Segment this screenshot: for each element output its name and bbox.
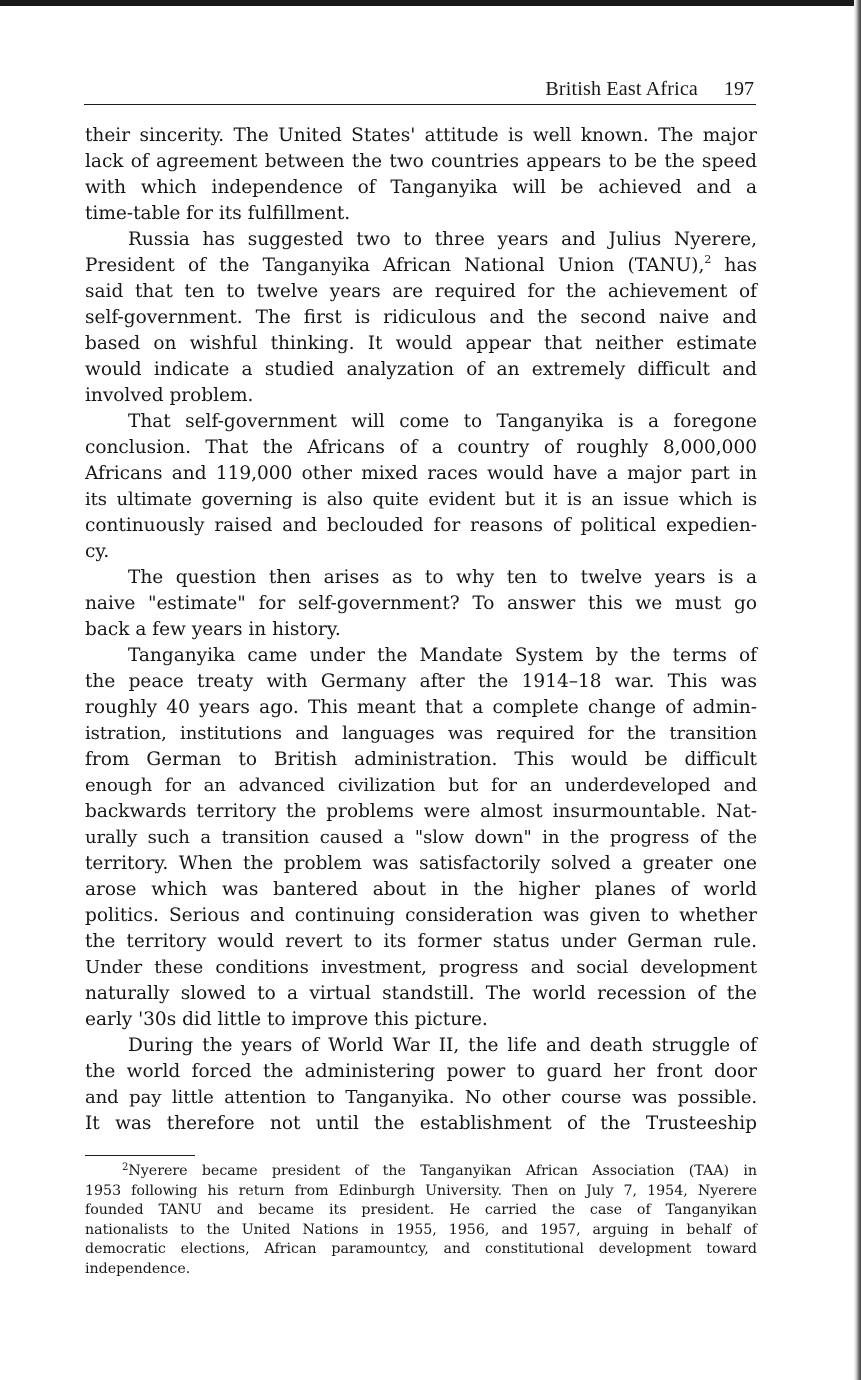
- body-line: involved problem.: [85, 385, 254, 406]
- body-line: back a few years in history.: [85, 619, 341, 640]
- body-line: Tanganyika came under the Mandate System by the terms of: [128, 645, 757, 666]
- body-line: continuously raised and beclouded for reasons of political expedien-: [85, 515, 757, 536]
- body-line: with which independence of Tanganyika will be achieved and a: [85, 177, 757, 198]
- body-line: naturally slowed to a virtual standstill. The world recession of the: [85, 983, 757, 1004]
- page-binding-edge: [854, 0, 861, 1380]
- body-text: [85, 123, 757, 1137]
- body-line: During the years of World War II, the life and death struggle of: [128, 1035, 757, 1056]
- footnote-line: [85, 1162, 757, 1182]
- footnote: [85, 1162, 757, 1280]
- body-line-text: President of the Tanganyika African National Union (TANU),: [85, 255, 705, 276]
- page-top-edge: [0, 0, 861, 6]
- body-line: and pay little attention to Tanganyika. No other course was possible.: [85, 1087, 757, 1108]
- body-line: roughly 40 years ago. This meant that a complete change of admin-: [85, 697, 757, 718]
- footnote-line: 1953 following his return from Edinburgh University. Then on July 7, 1954, Nyerere: [85, 1182, 757, 1199]
- body-line: lack of agreement between the two countries appears to be the speed: [85, 151, 757, 172]
- body-line: the territory would revert to its former status under German rule.: [85, 931, 757, 952]
- body-line-tail: has: [724, 255, 757, 276]
- footnote-reference: 2: [704, 253, 712, 266]
- body-line: the peace treaty with Germany after the 1914–18 war. This was: [85, 671, 757, 692]
- footnote-mark: 2: [122, 1162, 129, 1173]
- body-line-with-footnote-ref: [85, 253, 757, 279]
- body-line: backwards territory the problems were almost insurmountable. Nat-: [85, 801, 757, 822]
- footnote-divider: [85, 1155, 195, 1156]
- body-line: cy.: [85, 541, 110, 562]
- running-head: [84, 76, 756, 105]
- body-line: the world forced the administering power to guard her front door: [85, 1061, 757, 1082]
- body-line: enough for an advanced civilization but for an underdeveloped and: [85, 775, 757, 796]
- body-line: early '30s did little to improve this picture.: [85, 1009, 488, 1030]
- body-line: conclusion. That the Africans of a country of roughly 8,000,000: [85, 437, 757, 458]
- body-line: territory. When the problem was satisfactorily solved a greater one: [85, 853, 757, 874]
- body-line: would indicate a studied analyzation of an extremely difficult and: [85, 359, 757, 380]
- body-line: urally such a transition caused a "slow down" in the progress of the: [85, 827, 757, 848]
- body-line: Africans and 119,000 other mixed races would have a major part in: [85, 463, 757, 484]
- body-line: self-government. The first is ridiculous and the second naive and: [85, 307, 757, 328]
- body-line: arose which was bantered about in the higher planes of world: [85, 879, 757, 900]
- body-line: Under these conditions investment, progress and social development: [85, 957, 757, 978]
- running-head-title: British East Africa: [545, 78, 698, 100]
- footnote-line: democratic elections, African paramountcy, and constitutional development toward: [85, 1241, 757, 1258]
- body-line: Russia has suggested two to three years and Julius Nyerere,: [128, 229, 757, 250]
- body-line: said that ten to twelve years are required for the achievement of: [85, 281, 757, 302]
- body-line: from German to British administration. This would be difficult: [85, 749, 757, 770]
- body-line: istration, institutions and languages was required for the transition: [85, 723, 757, 744]
- body-line: That self-government will come to Tanganyika is a foregone: [128, 411, 757, 432]
- body-line: their sincerity. The United States' attitude is well known. The major: [85, 125, 757, 146]
- body-line: The question then arises as to why ten to twelve years is a: [128, 567, 757, 588]
- footnote-line-text: Nyerere became president of the Tanganyikan African Association (TAA) in: [128, 1163, 757, 1179]
- page-number: 197: [724, 78, 754, 100]
- body-line: naive "estimate" for self-government? To answer this we must go: [85, 593, 757, 614]
- body-line: time-table for its fulfillment.: [85, 203, 351, 224]
- body-line: its ultimate governing is also quite evident but it is an issue which is: [85, 489, 757, 510]
- body-line: politics. Serious and continuing consideration was given to whether: [85, 905, 757, 926]
- footnote-line: nationalists to the United Nations in 1955, 1956, and 1957, arguing in behalf of: [85, 1221, 757, 1238]
- body-line: It was therefore not until the establishment of the Trusteeship: [85, 1113, 757, 1134]
- footnote-line: founded TANU and became its president. He carried the case of Tanganyikan: [85, 1202, 757, 1219]
- body-line: based on wishful thinking. It would appear that neither estimate: [85, 333, 757, 354]
- footnote-line: independence.: [85, 1260, 191, 1277]
